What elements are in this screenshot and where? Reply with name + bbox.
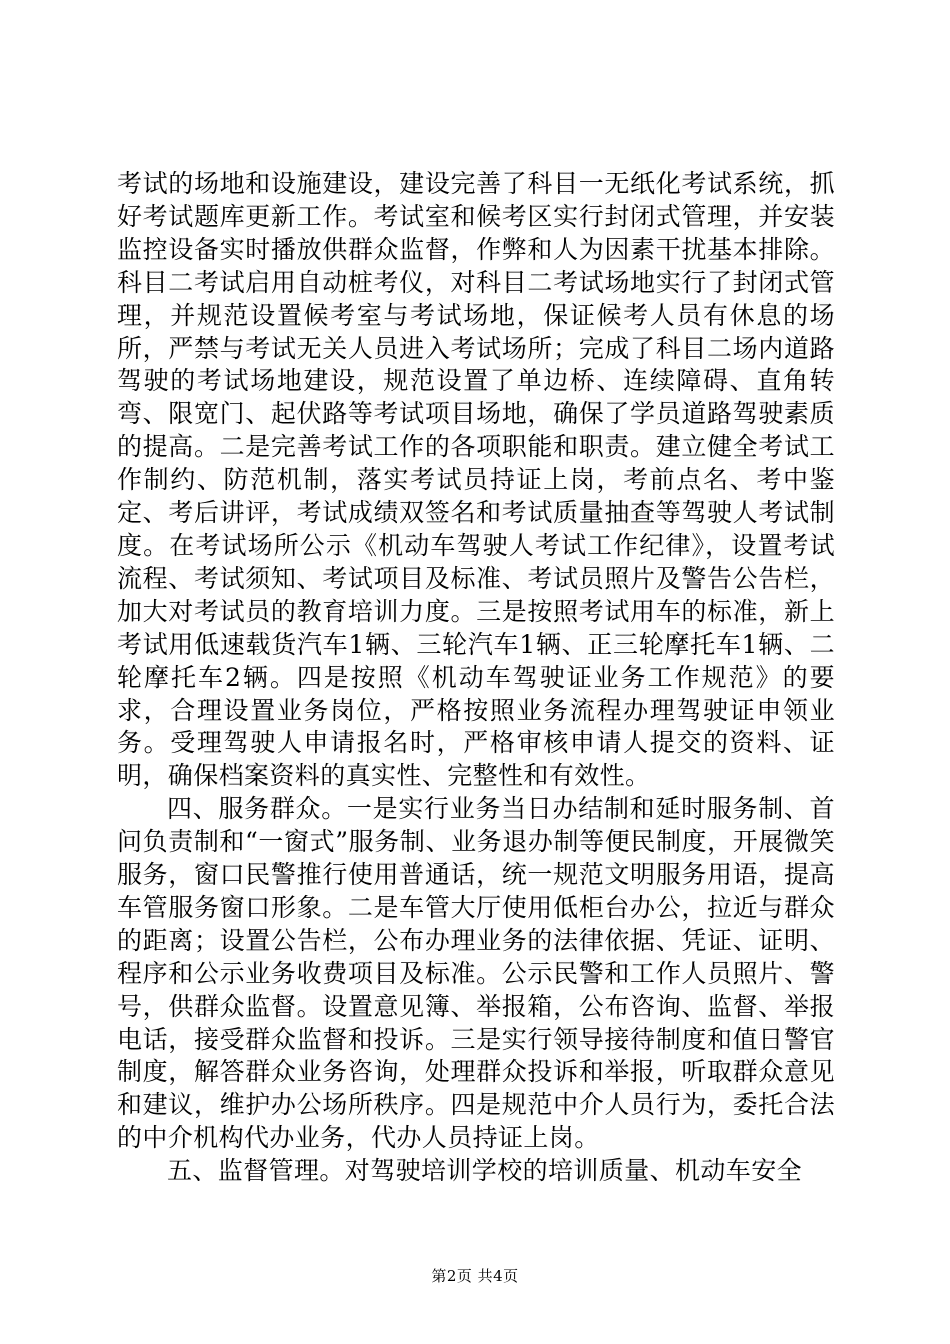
document-body <box>117 168 835 1188</box>
page-number-footer: 第2页 共4页 <box>431 1267 519 1285</box>
paragraph-exam-facilities: 考试的场地和设施建设，建设完善了科目一无纸化考试系统，抓好考试题库更新工作。考试室和候考区实行封闭式管理，并安装监控设备实时播放供群众监督，作弊和人为因素干扰基本排除。科目二考试启用自动桩考仪，对科目二考试场地实行了封闭式管理，并规范设置候考室与考试场地，保证候考人员有休息的场所，严禁与考试无关人员进入考试场所；完成了科目二场内道路驾驶的考试场地建设，规范设置了单边桥、连续障碍、直角转弯、限宽门、起伏路等考试项目场地，确保了学员道路驾驶素质的提高。二是完善考试工作的各项职能和职责。建立健全考试工作制约、防范机制，落实考试员持证上岗，考前点名、考中鉴定、考后讲评，考试成绩双签名和考试质量抽查等驾驶人考试制度。在考试场所公示《机动车驾驶人考试工作纪律》，设置考试流程、考试须知、考试项目及标准、考试员照片及警告公告栏，加大对考试员的教育培训力度。三是按照考试用车的标准，新上考试用低速载货汽车1辆、三轮汽车1辆、正三轮摩托车1辆、二轮摩托车2辆。四是按照《机动车驾驶证业务工作规范》的要求，合理设置业务岗位，严格按照业务流程办理驾驶证申领业务。受理驾驶人申请报名时，严格审核申请人提交的资料、证明，确保档案资料的真实性、完整性和有效性。 <box>117 169 835 791</box>
paragraph-supervision: 五、监督管理。对驾驶培训学校的培训质量、机动车安全 <box>167 1156 803 1186</box>
paragraph-serve-public: 四、服务群众。一是实行业务当日办结制和延时服务制、首问负责制和“一窗式”服务制、业务退办制等便民制度，开展微笑服务，窗口民警推行使用普通话，统一规范文明服务用语，提高车管服务窗口形象。二是车管大厅使用低柜台办公，拉近与群众的距离；设置公告栏，公布办理业务的法律依据、凭证、证明、程序和公示业务收费项目及标准。公示民警和工作人员照片、警号，供群众监督。设置意见簿、举报箱，公布咨询、监督、举报电话，接受群众监督和投诉。三是实行领导接待制度和值日警官制度，解答群众业务咨询，处理群众投诉和举报，听取群众意见和建议，维护办公场所秩序。四是规范中介人员行为，委托合法的中介机构代办业务，代办人员持证上岗。 <box>117 794 835 1153</box>
